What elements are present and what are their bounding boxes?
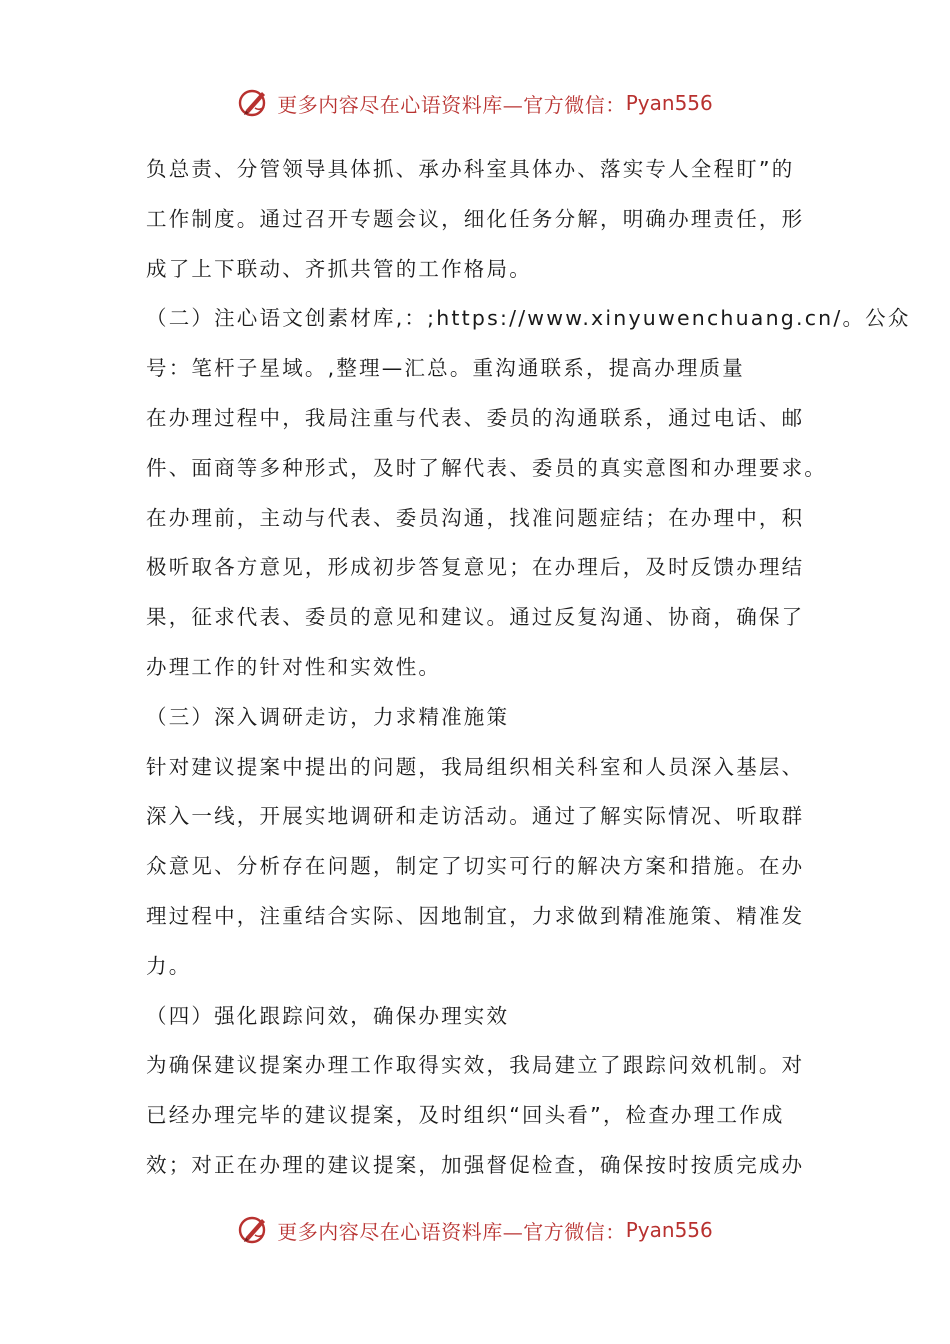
pen-logo-icon [237, 86, 271, 120]
text-line: 件、面商等多种形式，及时了解代表、委员的真实意图和办理要求。 [146, 455, 827, 480]
banner-text: 更多内容尽在心语资料库—官方微信： [277, 1219, 626, 1244]
text-line: 深入一线，开展实地调研和走访活动。通过了解实际情况、听取群 [146, 804, 805, 829]
text-line: 理过程中，注重结合实际、因地制宜，力求做到精准施策、精准发 [146, 903, 805, 928]
text-line: 号：笔杆子星域。,整理—汇总。重沟通联系，提高办理质量 [146, 356, 745, 381]
banner-wechat-id: Pyan556 [625, 1218, 713, 1242]
text-line: 工作制度。通过召开专题会议，细化任务分解，明确办理责任，形 [146, 206, 805, 231]
pen-logo-icon [237, 1213, 271, 1247]
text-line: 效；对正在办理的建议提案，加强督促检查，确保按时按质完成办 [146, 1152, 805, 1177]
text-line: 果，征求代表、委员的意见和建议。通过反复沟通、协商，确保了 [146, 605, 805, 630]
text-line: 力。 [146, 953, 192, 978]
text-line: 针对建议提案中提出的问题，我局组织相关科室和人员深入基层、 [146, 754, 805, 779]
text-line: 负总责、分管领导具体抓、承办科室具体办、落实专人全程盯”的 [146, 157, 795, 181]
section-heading: （二）注心语文创素材库,：;https://www.xinyuwenchuang.cn/。公众 [146, 306, 911, 331]
text-line: 众意见、分析存在问题，制定了切实可行的解决方案和措施。在办 [146, 854, 805, 879]
text-line: 在办理前，主动与代表、委员沟通，找准问题症结；在办理中，积 [146, 505, 805, 530]
section-heading: （四）强化跟踪问效，确保办理实效 [146, 1003, 510, 1028]
header-watermark-banner [0, 83, 950, 123]
text-line: 办理工作的针对性和实效性。 [146, 654, 442, 679]
banner-text: 更多内容尽在心语资料库—官方微信： [277, 92, 626, 117]
text-line: 在办理过程中，我局注重与代表、委员的沟通联系，通过电话、邮 [146, 405, 805, 430]
text-line: 极听取各方意见，形成初步答复意见；在办理后，及时反馈办理结 [146, 555, 805, 580]
text-line: 已经办理完毕的建议提案，及时组织“回头看”，检查办理工作成 [146, 1103, 785, 1128]
document-body [146, 145, 911, 1191]
text-line: 为确保建议提案办理工作取得实效，我局建立了跟踪问效机制。对 [146, 1053, 805, 1078]
banner-wechat-id: Pyan556 [625, 91, 713, 115]
section-heading: （三）深入调研走访，力求精准施策 [146, 704, 510, 729]
text-line: 成了上下联动、齐抓共管的工作格局。 [146, 256, 532, 281]
footer-watermark-banner [0, 1210, 950, 1250]
